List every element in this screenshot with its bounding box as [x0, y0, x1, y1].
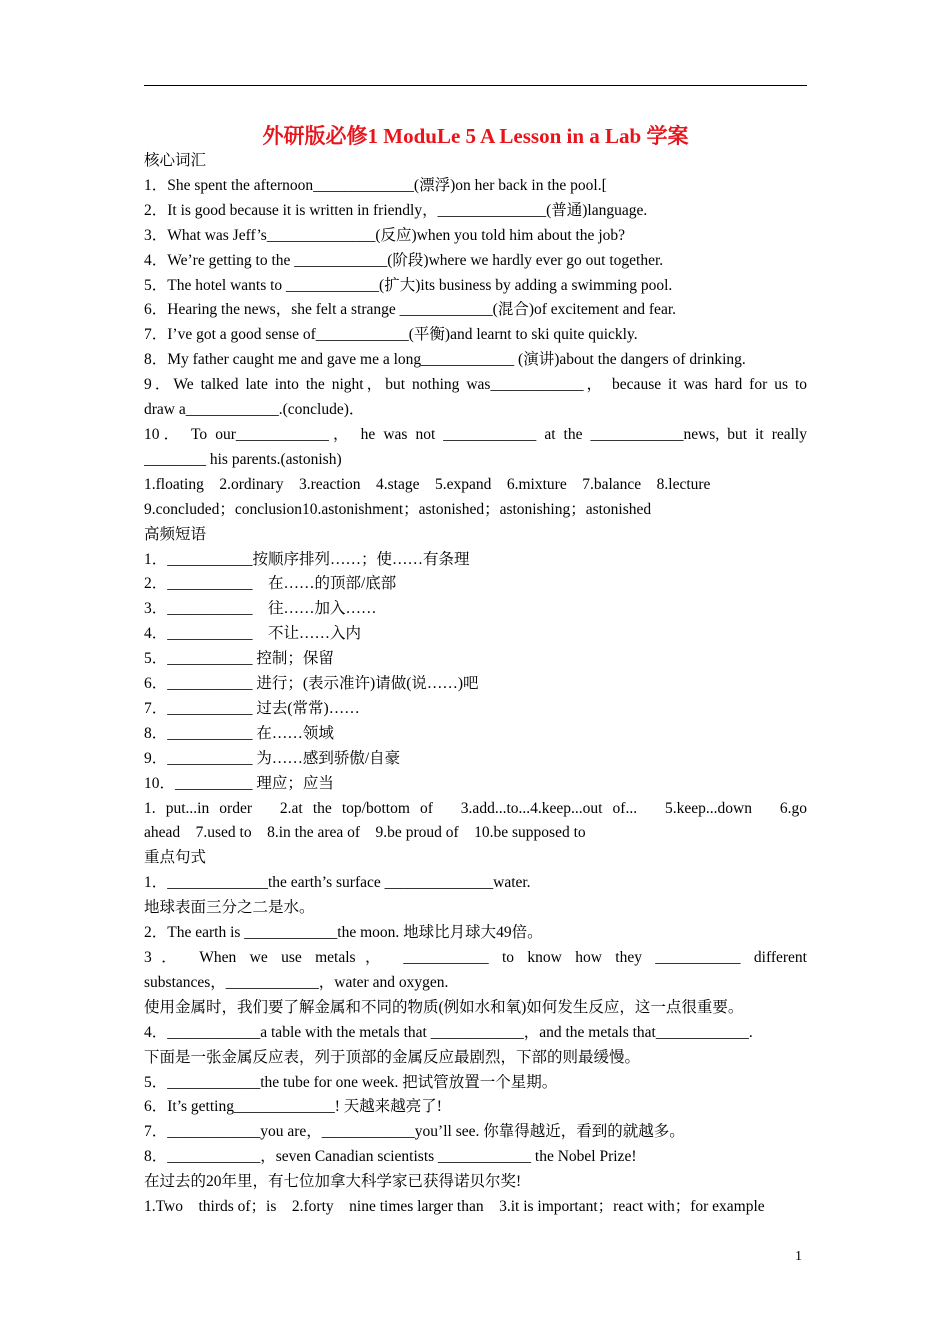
vocab-answer: 9.concluded；conclusion10.astonishment；astonished；astonishing；astonished [144, 500, 652, 518]
sentence-translation: 下面是一张金属反应表，列于顶部的金属反应最剧烈，下部的则最缓慢。 [144, 1048, 641, 1066]
sentence-answer: 1.Two thirds of；is 2.forty nine times larger than 3.it is important；react with；for example [144, 1198, 765, 1216]
section-heading-vocab: 核心词汇 [144, 152, 207, 169]
vocab-item: 8．My father caught me and gave me a long____________ (演讲)about the dangers of drinking. [144, 351, 746, 369]
phrase-item: 3．___________ 往……加入…… [144, 600, 377, 618]
header-rule [144, 85, 807, 86]
vocab-item: 10． To our____________， he was not ____________ at the ____________news, but it really [144, 425, 807, 443]
sentence-item: 3． When we use metals， ___________ to know how they ___________ different [144, 949, 807, 966]
phrase-item: 2．___________ 在……的顶部/底部 [144, 575, 397, 593]
vocab-item: 5．The hotel wants to ____________(扩大)its business by adding a swimming pool. [144, 276, 673, 294]
phrase-item: 5．___________ 控制；保留 [144, 650, 334, 668]
sentence-item: 8．____________，seven Canadian scientists ____________ the Nobel Prize! [144, 1148, 637, 1166]
sentence-item: 1．_____________the earth’s surface ______________water. [144, 874, 531, 892]
section-heading-sentences: 重点句式 [144, 849, 207, 867]
phrase-item: 4．___________ 不让……入内 [144, 625, 362, 643]
sentence-item: 2．The earth is ____________the moon. 地球比月球大49倍。 [144, 924, 543, 942]
phrase-item: 9．___________ 为……感到骄傲/自豪 [144, 749, 401, 767]
section-heading-phrases: 高频短语 [144, 525, 207, 543]
vocab-item: 3．What was Jeff’s______________(反应)when you told him about the job? [144, 226, 625, 244]
sentence-item: 6．It’s getting_____________! 天越来越亮了! [144, 1098, 442, 1116]
phrase-answer: ahead 7.used to 8.in the area of 9.be proud of 10.be supposed to [144, 824, 586, 842]
sentence-item: 7．____________you are，____________you’ll see. 你靠得越近，看到的就越多。 [144, 1123, 685, 1141]
page-number: 1 [795, 1249, 802, 1264]
phrase-item: 7．___________ 过去(常常)…… [144, 699, 360, 717]
phrase-item: 10．__________ 理应；应当 [144, 774, 334, 792]
sentence-item: 4．____________a table with the metals that ____________，and the metals that____________. [144, 1023, 753, 1041]
phrase-item: 8．___________ 在……领域 [144, 724, 334, 742]
sentence-translation: 地球表面三分之二是水。 [144, 899, 315, 917]
phrase-item: 6．___________ 进行；(表示准许)请做(说……)吧 [144, 675, 479, 693]
sentence-translation: 在过去的20年里，有七位加拿大科学家已获得诺贝尔奖! [144, 1173, 522, 1191]
vocab-item: 6．Hearing the news，she felt a strange ____________(混合)of excitement and fear. [144, 301, 677, 319]
vocab-item: 1．She spent the afternoon_____________(漂浮)on her back in the pool.[ [144, 176, 607, 194]
vocab-item: 7．I’ve got a good sense of____________(平衡)and learnt to ski quite quickly. [144, 326, 638, 344]
sentence-item: substances，____________，water and oxygen. [144, 973, 449, 991]
vocab-item: draw a____________.(conclude)． [144, 401, 365, 419]
vocab-item: ________ his parents.(astonish) [144, 450, 342, 468]
vocab-item: 2．It is good because it is written in friendly，______________(普通)language. [144, 201, 648, 219]
vocab-answer: 1.floating 2.ordinary 3.reaction 4.stage 5.expand 6.mixture 7.balance 8.lecture [144, 475, 711, 493]
sentence-translation: 使用金属时，我们要了解金属和不同的物质(例如水和氧)如何发生反应，这一点很重要。 [144, 998, 744, 1016]
sentence-item: 5．____________the tube for one week. 把试管放置一个星期。 [144, 1073, 558, 1091]
phrase-answer: 1. put...in order 2.at the top/bottom of 3.add...to...4.keep...out of... 5.keep...down 6.go [144, 799, 807, 817]
page-title: 外研版必修1 ModuLe 5 A Lesson in a Lab 学案 [262, 124, 689, 148]
vocab-item: 4．We’re getting to the ____________(阶段)where we hardly ever go out together. [144, 251, 664, 269]
vocab-item: 9．We talked late into the night，but nothing was____________， because it was hard for us to [144, 376, 807, 394]
phrase-item: 1．___________按顺序排列……；使……有条理 [144, 550, 470, 568]
document-body [144, 149, 807, 1220]
